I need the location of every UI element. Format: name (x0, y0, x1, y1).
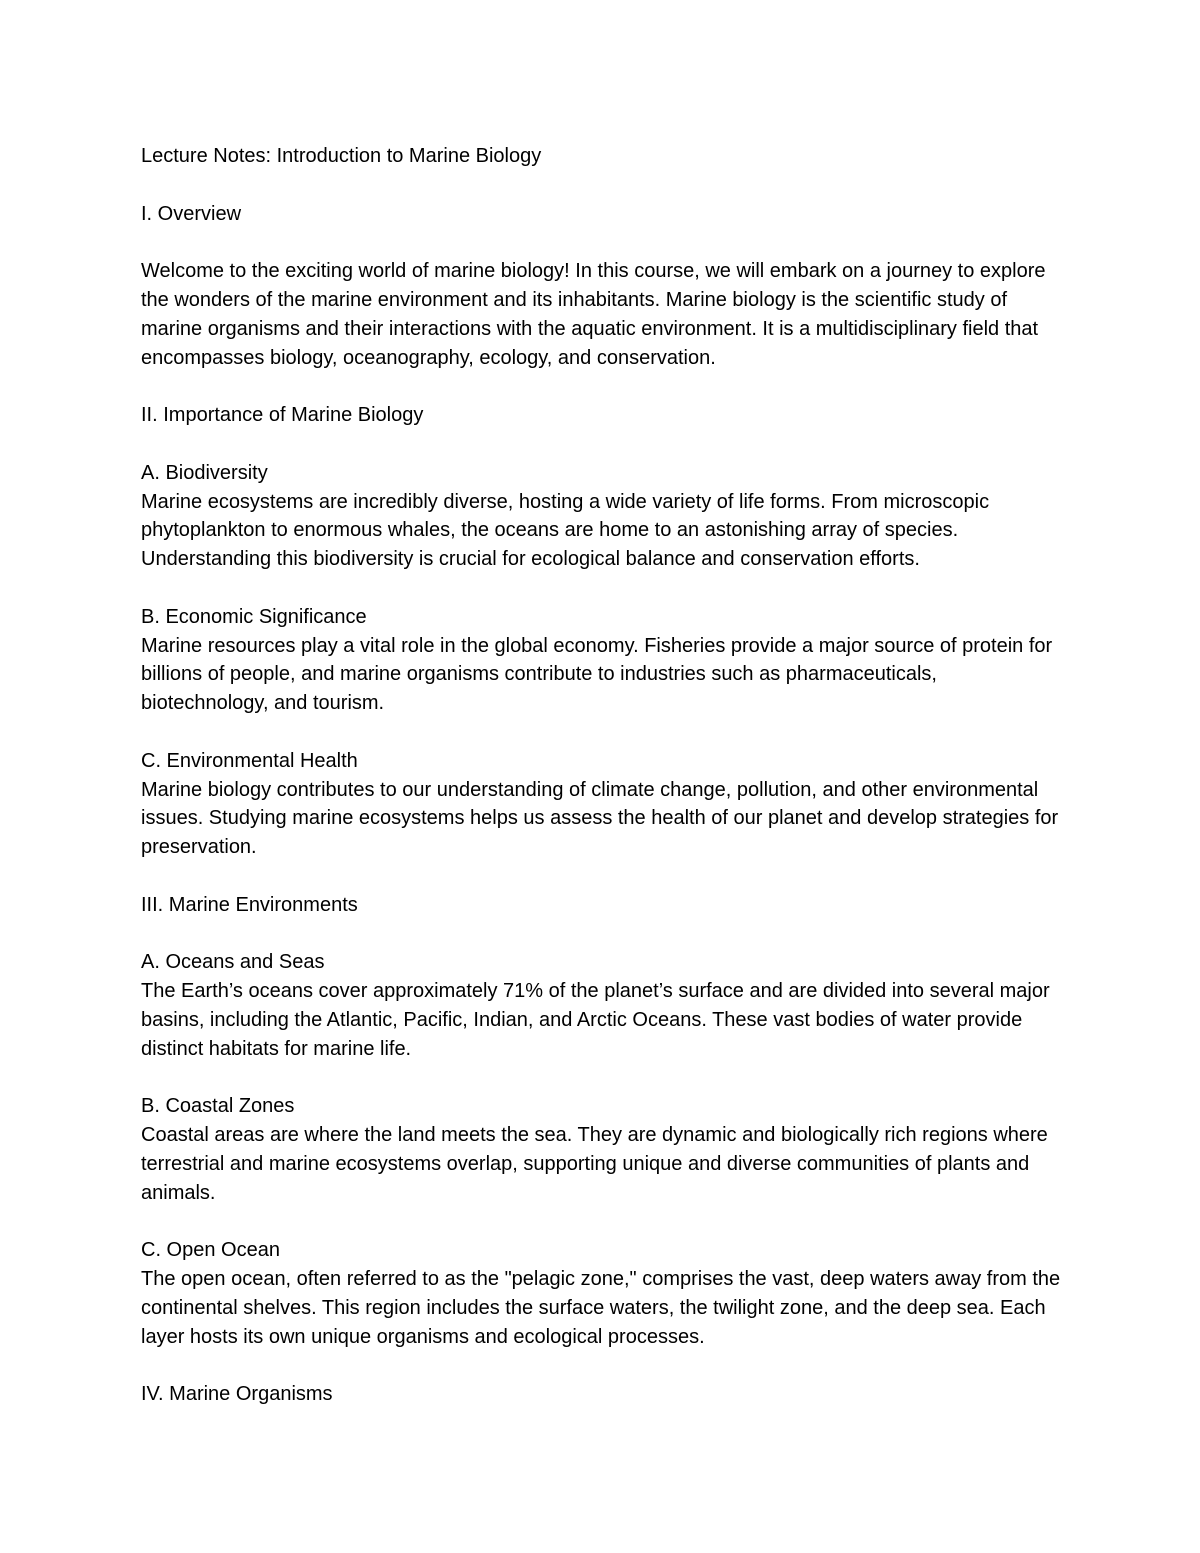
coastal-zones-paragraph: Coastal areas are where the land meets the sea. They are dynamic and biologically rich regions where terrestrial and marine ecosystems overlap, supporting unique and diverse communities of plants and animals. (141, 1124, 1048, 1204)
subsection-open-ocean (141, 1236, 1061, 1351)
subsection-heading-environmental-health: C. Environmental Health (141, 749, 358, 772)
document-title: Lecture Notes: Introduction to Marine Biology (141, 145, 542, 167)
document-body (141, 142, 1061, 1438)
section-heading-overview: I. Overview (141, 202, 242, 225)
subsection-economic-significance (141, 603, 1061, 718)
subsection-oceans-and-seas (141, 948, 1061, 1063)
section-heading-marine-organisms: IV. Marine Organisms (141, 1383, 333, 1406)
open-ocean-paragraph: The open ocean, often referred to as the "pelagic zone," comprises the vast, deep waters away from the continental shelves. This region includes the surface waters, the twilight zone, and the deep sea. Each layer hosts its own unique organisms and ecological processes. (141, 1268, 1061, 1348)
subsection-coastal-zones (141, 1092, 1061, 1207)
subsection-heading-economic-significance: B. Economic Significance (141, 605, 367, 628)
environmental-health-paragraph: Marine biology contributes to our understanding of climate change, pollution, and other environmental issues. Studying marine ecosystems helps us assess the health of our planet and develop strategies for preservation. (141, 778, 1059, 859)
subsection-heading-coastal-zones: B. Coastal Zones (141, 1095, 295, 1118)
economic-significance-paragraph: Marine resources play a vital role in the global economy. Fisheries provide a major source of protein for billions of people, and marine organisms contribute to industries such as pharmaceuticals, biotechnology, and tourism. (141, 634, 1053, 715)
overview-paragraph: Welcome to the exciting world of marine biology! In this course, we will embark on a journey to explore the wonders of the marine environment and its inhabitants. Marine biology is the scientific study of marine organisms and their interactions with the aquatic environment. It is a multidisciplinary field that encompasses biology, oceanography, ecology, and conservation. (141, 260, 1046, 369)
section-heading-importance: II. Importance of Marine Biology (141, 404, 424, 427)
subsection-environmental-health (141, 747, 1061, 862)
oceans-and-seas-paragraph: The Earth’s oceans cover approximately 71% of the planet’s surface and are divided into several major basins, including the Atlantic, Pacific, Indian, and Arctic Oceans. These vast bodies of water provide distinct habitats for marine life. (141, 980, 1050, 1060)
section-heading-marine-environments: III. Marine Environments (141, 893, 358, 916)
subsection-heading-oceans-and-seas: A. Oceans and Seas (141, 951, 325, 974)
biodiversity-paragraph: Marine ecosystems are incredibly diverse, hosting a wide variety of life forms. From microscopic phytoplankton to enormous whales, the oceans are home to an astonishing array of species. Understanding this biodiversity is crucial for ecological balance and conservation efforts. (141, 490, 990, 571)
subsection-heading-biodiversity: A. Biodiversity (141, 461, 268, 484)
subsection-biodiversity (141, 459, 1061, 574)
subsection-heading-open-ocean: C. Open Ocean (141, 1239, 280, 1262)
